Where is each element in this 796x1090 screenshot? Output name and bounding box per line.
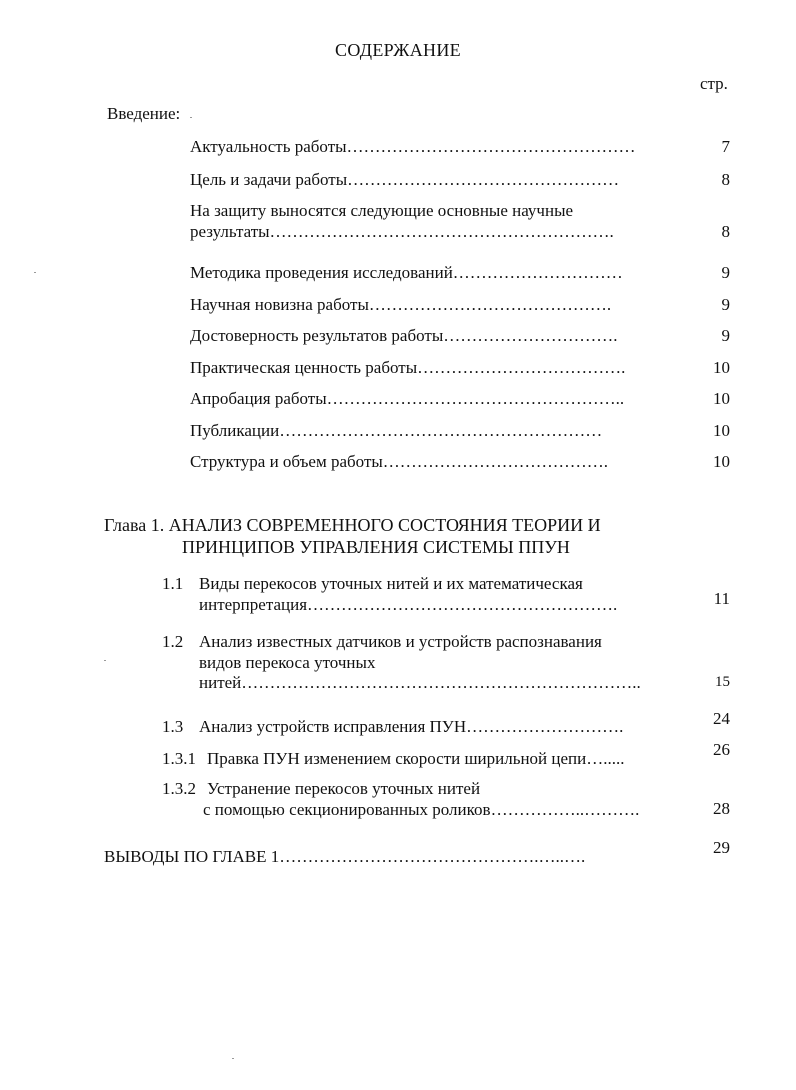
scan-speck bbox=[232, 1058, 234, 1059]
toc-page-number: 28 bbox=[713, 799, 730, 818]
toc-page-number: 10 bbox=[713, 389, 730, 408]
section-number: 1.3.2 bbox=[162, 779, 196, 798]
section-1-3-2-line1: Устранение перекосов уточных нитей bbox=[207, 779, 481, 798]
section-number: 1.2 bbox=[162, 632, 184, 651]
chapter-heading-line1: Глава 1. АНАЛИЗ СОВРЕМЕННОГО СОСТОЯНИЯ ТЕОРИИ И bbox=[104, 515, 601, 535]
toc-page-number: 9 bbox=[721, 295, 730, 314]
toc-page-number: 26 bbox=[713, 740, 730, 759]
section-1-2-line3: нитей…………………………………………………………….. bbox=[199, 673, 641, 692]
toc-page-number: 29 bbox=[713, 838, 730, 857]
section-1-1-line2: интерпретация………………………………………………. bbox=[199, 595, 618, 614]
scan-speck bbox=[34, 272, 36, 273]
chapter-heading-line2: ПРИНЦИПОВ УПРАВЛЕНИЯ СИСТЕМЫ ППУН bbox=[182, 537, 570, 557]
toc-entry-results-line1: На защиту выносятся следующие основные научные bbox=[190, 201, 574, 220]
toc-entry-novelty: Научная новизна работы……………………………………. bbox=[190, 295, 612, 314]
section-number: 1.3.1 bbox=[162, 749, 196, 768]
toc-page-number: 8 bbox=[721, 222, 730, 241]
toc-page-number: 10 bbox=[713, 358, 730, 377]
toc-entry-practical-value: Практическая ценность работы………………………………. bbox=[190, 358, 626, 377]
toc-entry-publications: Публикации………………………………………………… bbox=[190, 421, 603, 440]
toc-page-number: 11 bbox=[713, 589, 730, 608]
section-1-2-line2: видов перекоса уточных bbox=[199, 653, 376, 672]
section-1-1-line1: Виды перекосов уточных нитей и их математическая bbox=[199, 574, 583, 593]
toc-entry-results-line2: результаты……………………………………………………. bbox=[190, 222, 614, 241]
section-1-3-1: Правка ПУН изменением скорости ширильной цепи…..... bbox=[207, 749, 625, 768]
toc-page-number: 7 bbox=[721, 137, 730, 156]
section-1-3: Анализ устройств исправления ПУН………………………. bbox=[199, 717, 624, 736]
toc-entry-goals: Цель и задачи работы………………………………………… bbox=[190, 170, 620, 189]
section-number: 1.1 bbox=[162, 574, 184, 593]
introduction-label: Введение: bbox=[107, 104, 181, 123]
chapter-heading bbox=[104, 514, 601, 558]
scan-speck bbox=[104, 660, 106, 661]
toc-entry-approbation: Апробация работы…………………………………………….. bbox=[190, 389, 625, 408]
toc-page-number: 8 bbox=[721, 170, 730, 189]
toc-entry-methodology: Методика проведения исследований………………………… bbox=[190, 263, 623, 282]
section-1-2-line1: Анализ известных датчиков и устройств распознавания bbox=[199, 632, 602, 651]
document-title: СОДЕРЖАНИЕ bbox=[335, 40, 461, 60]
toc-entry-structure: Структура и объем работы…………………………………. bbox=[190, 452, 609, 471]
section-1-3-2-line2: с помощью секционированных роликов……………..………. bbox=[203, 800, 640, 819]
toc-page-number: 9 bbox=[721, 263, 730, 282]
section-number: 1.3 bbox=[162, 717, 184, 736]
toc-entry-relevance: Актуальность работы…………………………………………… bbox=[190, 137, 636, 156]
toc-page-number: 10 bbox=[713, 452, 730, 471]
toc-entry-reliability: Достоверность результатов работы…………………………. bbox=[190, 326, 618, 345]
conclusion-entry: ВЫВОДЫ ПО ГЛАВЕ 1……………………………………….…..…. bbox=[104, 847, 586, 866]
toc-page-number: 15 bbox=[715, 674, 730, 690]
toc-page-number: 10 bbox=[713, 421, 730, 440]
page-column-label: стр. bbox=[700, 74, 728, 93]
toc-page-number: 9 bbox=[721, 326, 730, 345]
scan-speck bbox=[190, 117, 192, 118]
toc-page-number: 24 bbox=[713, 709, 730, 728]
